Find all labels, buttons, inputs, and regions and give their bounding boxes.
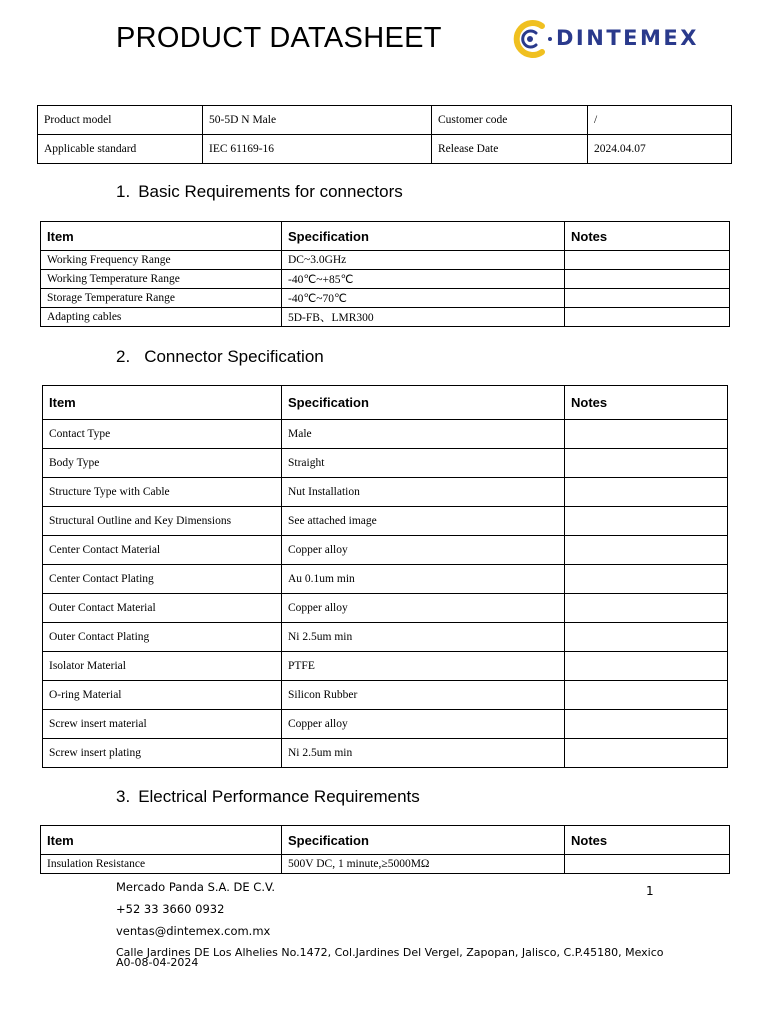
row-notes (565, 739, 728, 768)
company-logo (508, 18, 730, 60)
row-item: Outer Contact Material (43, 594, 282, 623)
row-spec: 500V DC, 1 minute,≥5000MΩ (282, 855, 565, 874)
section-number: 1. (116, 182, 131, 201)
footer-company: Mercado Panda S.A. DE C.V. (116, 880, 276, 894)
column-header-item: Item (41, 222, 282, 251)
row-notes (565, 449, 728, 478)
row-item: Outer Contact Plating (43, 623, 282, 652)
row-item: Screw insert plating (43, 739, 282, 768)
row-notes (565, 855, 730, 874)
row-item: Structure Type with Cable (43, 478, 282, 507)
row-spec: 5D-FB、LMR300 (282, 308, 565, 327)
row-item: Working Frequency Range (41, 251, 282, 270)
row-item: Screw insert material (43, 710, 282, 739)
info-value-release-date: 2024.04.07 (588, 135, 732, 164)
info-label-standard: Applicable standard (38, 135, 203, 164)
column-header-notes: Notes (565, 826, 730, 855)
table-row (43, 739, 728, 768)
table-row (43, 507, 728, 536)
row-item: Adapting cables (41, 308, 282, 327)
column-header-specification: Specification (282, 386, 565, 420)
row-spec: See attached image (282, 507, 565, 536)
connector-spec-table (42, 385, 728, 768)
table-row (38, 135, 732, 164)
column-header-notes: Notes (565, 222, 730, 251)
row-notes (565, 251, 730, 270)
product-info-table (37, 105, 732, 164)
electrical-performance-table (40, 825, 730, 874)
row-notes (565, 270, 730, 289)
section-number: 2. (116, 347, 131, 366)
column-header-notes: Notes (565, 386, 728, 420)
table-row (43, 594, 728, 623)
row-notes (565, 681, 728, 710)
row-spec: Au 0.1um min (282, 565, 565, 594)
row-spec: Silicon Rubber (282, 681, 565, 710)
table-row (41, 308, 730, 327)
info-value-customer-code: / (588, 106, 732, 135)
table-row (41, 289, 730, 308)
row-spec: DC~3.0GHz (282, 251, 565, 270)
row-notes (565, 652, 728, 681)
row-spec: Ni 2.5um min (282, 739, 565, 768)
row-spec: -40℃~+85℃ (282, 270, 565, 289)
table-row (43, 710, 728, 739)
info-label-model: Product model (38, 106, 203, 135)
section-number: 3. (116, 787, 131, 806)
row-notes (565, 308, 730, 327)
row-notes (565, 710, 728, 739)
section-title: Electrical Performance Requirements (138, 787, 420, 806)
row-notes (565, 507, 728, 536)
row-spec: Ni 2.5um min (282, 623, 565, 652)
table-row (41, 855, 730, 874)
footer-email: ventas@dintemex.com.mx (116, 924, 271, 938)
page-number: 1 (646, 884, 654, 898)
basic-requirements-table (40, 221, 730, 327)
table-row (41, 251, 730, 270)
row-spec: Nut Installation (282, 478, 565, 507)
footer-doc-code: A0-08-04-2024 (116, 956, 199, 969)
table-row (43, 449, 728, 478)
footer-phone: +52 33 3660 0932 (116, 902, 225, 916)
row-item: Center Contact Plating (43, 565, 282, 594)
row-item: Storage Temperature Range (41, 289, 282, 308)
row-item: Working Temperature Range (41, 270, 282, 289)
info-value-model: 50-5D N Male (203, 106, 432, 135)
row-item: Contact Type (43, 420, 282, 449)
info-value-standard: IEC 61169-16 (203, 135, 432, 164)
row-spec: -40℃~70℃ (282, 289, 565, 308)
table-row (43, 623, 728, 652)
section-heading-electrical (116, 787, 420, 807)
table-row (41, 270, 730, 289)
table-header-row (41, 826, 730, 855)
table-row (43, 478, 728, 507)
row-notes (565, 536, 728, 565)
section-heading-connector (116, 347, 324, 367)
row-notes (565, 420, 728, 449)
row-spec: Male (282, 420, 565, 449)
table-row (43, 420, 728, 449)
section-heading-basic (116, 182, 403, 202)
row-item: Center Contact Material (43, 536, 282, 565)
section-title: Connector Specification (144, 347, 324, 366)
row-spec: PTFE (282, 652, 565, 681)
row-notes (565, 594, 728, 623)
table-row (43, 536, 728, 565)
row-item: Insulation Resistance (41, 855, 282, 874)
section-title: Basic Requirements for connectors (138, 182, 403, 201)
column-header-item: Item (43, 386, 282, 420)
row-spec: Straight (282, 449, 565, 478)
row-item: Body Type (43, 449, 282, 478)
row-spec: Copper alloy (282, 594, 565, 623)
row-notes (565, 478, 728, 507)
row-item: Isolator Material (43, 652, 282, 681)
row-item: O-ring Material (43, 681, 282, 710)
logo-mark-icon (508, 18, 554, 60)
info-label-customer-code: Customer code (432, 106, 588, 135)
table-header-row (43, 386, 728, 420)
row-spec: Copper alloy (282, 536, 565, 565)
column-header-item: Item (41, 826, 282, 855)
page-title: PRODUCT DATASHEET (116, 22, 442, 54)
table-row (43, 681, 728, 710)
row-spec: Copper alloy (282, 710, 565, 739)
info-label-release-date: Release Date (432, 135, 588, 164)
logo-text: DINTEMEX (556, 26, 699, 50)
table-row (43, 652, 728, 681)
row-notes (565, 623, 728, 652)
column-header-specification: Specification (282, 826, 565, 855)
row-notes (565, 565, 728, 594)
table-row (38, 106, 732, 135)
table-row (43, 565, 728, 594)
row-item: Structural Outline and Key Dimensions (43, 507, 282, 536)
row-notes (565, 289, 730, 308)
table-header-row (41, 222, 730, 251)
footer-address: Calle Jardines DE Los Alhelies No.1472, Col.Jardines Del Vergel, Zapopan, Jalisco, C.P.45180, Mexico (116, 946, 664, 959)
column-header-specification: Specification (282, 222, 565, 251)
